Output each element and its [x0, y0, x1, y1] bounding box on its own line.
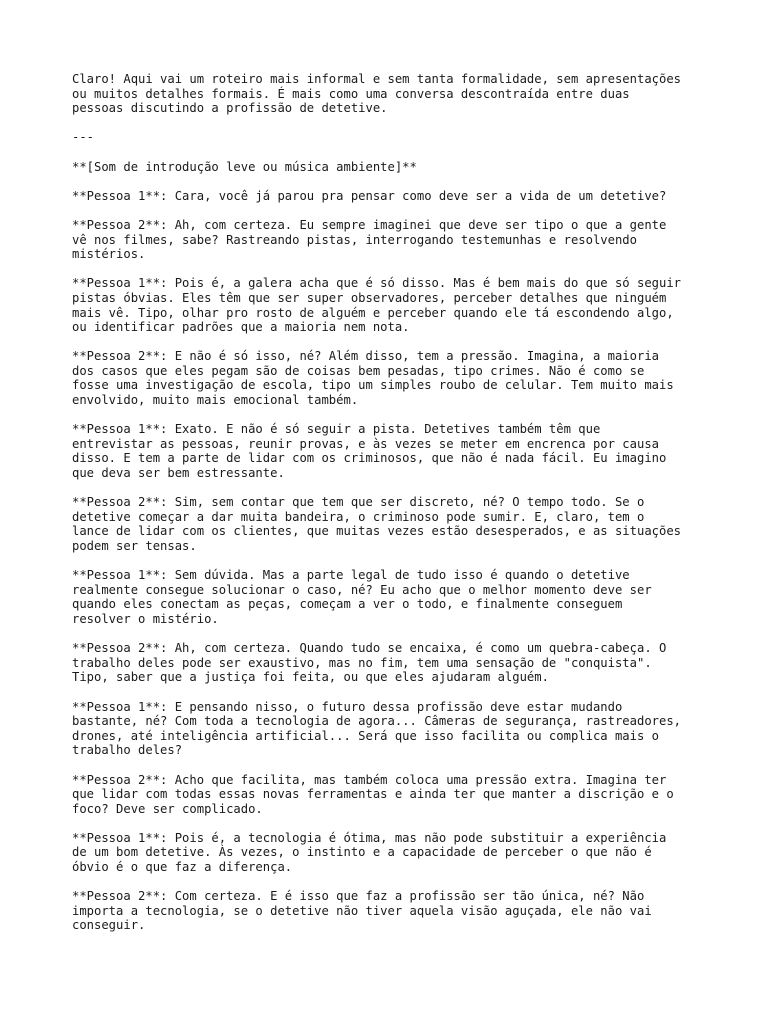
dialogue-paragraph: **Pessoa 2**: Ah, com certeza. Eu sempre imaginei que deve ser tipo o que a gente vê nos filmes, sabe? Rastreando pistas, interrogando testemunhas e resolvendo mistérios.: [72, 217, 667, 262]
intro-paragraph: Claro! Aqui vai um roteiro mais informal e sem tanta formalidade, sem apresentações ou muitos detalhes formais. É mais como uma conversa descontraída entre duas pessoas discutindo a profissão de detetive.: [72, 72, 682, 116]
document-page: [72, 72, 712, 948]
dialogue-paragraph: **Pessoa 1**: Sem dúvida. Mas a parte legal de tudo isso é quando o detetive realmente consegue solucionar o caso, né? Eu acho que o melhor momento deve ser quando eles conectam as peças, começam a ver o todo, e finalmente conseguem resolver o mistério.: [72, 568, 652, 626]
dialogue-paragraph: **Pessoa 1**: Exato. E não é só seguir a pista. Detetives também têm que entrevistar as pessoas, reunir provas, e às vezes se meter em encrenca por causa disso. E tem a parte de lidar com os criminosos, que não é nada fácil. Eu imagino que deva ser bem estressante.: [72, 422, 667, 481]
separator-line: ---: [72, 130, 95, 145]
dialogue-paragraph: **Pessoa 2**: Ah, com certeza. Quando tudo se encaixa, é como um quebra-cabeça. O trabalho deles pode ser exaustivo, mas no fim, tem uma sensação de "conquista". Tipo, saber que a justiça foi feita, ou que eles ajudaram alguém.: [72, 641, 667, 685]
dialogue-paragraph: **Pessoa 2**: E não é só isso, né? Além disso, tem a pressão. Imagina, a maioria dos casos que eles pegam são de coisas bem pesadas, tipo crimes. Não é como se fosse uma investigação de escola, tipo um simples roubo de celular. Tem muito mais envolvido, muito mais emocional também.: [72, 349, 674, 408]
dialogue-paragraph: **Pessoa 1**: E pensando nisso, o futuro dessa profissão deve estar mudando bastante, né? Com toda a tecnologia de agora... Câmeras de segurança, rastreadores, drones, até inteligência artificial... Será que isso facilita ou complica mais o trabalho deles?: [72, 699, 682, 758]
dialogue-paragraph: **Pessoa 1**: Pois é, a galera acha que é só disso. Mas é bem mais do que só seguir pistas óbvias. Eles têm que ser super observadores, perceber detalhes que ninguém mais vê. Tipo, olhar pro rosto de alguém e perceber quando ele tá escondendo algo, ou identificar padrões que a maioria nem nota.: [72, 276, 682, 335]
dialogue-paragraph: **Pessoa 2**: Com certeza. E é isso que faz a profissão ser tão única, né? Não importa a tecnologia, se o detetive não tiver aquela visão aguçada, ele não vai conseguir.: [72, 889, 652, 933]
dialogue-paragraph: **Pessoa 2**: Sim, sem contar que tem que ser discreto, né? O tempo todo. Se o detetive começar a dar muita bandeira, o criminoso pode sumir. E, claro, tem o lance de lidar com os clientes, que muitas vezes estão desesperados, e as situações podem ser tensas.: [72, 495, 682, 553]
stage-direction: **[Som de introdução leve ou música ambiente]**: [72, 159, 417, 174]
dialogue-paragraph: **Pessoa 1**: Cara, você já parou pra pensar como deve ser a vida de um detetive?: [72, 188, 667, 203]
dialogue-paragraph: **Pessoa 1**: Pois é, a tecnologia é ótima, mas não pode substituir a experiência de um bom detetive. Às vezes, o instinto e a capacidade de perceber o que não é óbvio é o que faz a diferença.: [72, 830, 667, 875]
dialogue-paragraph: **Pessoa 2**: Acho que facilita, mas também coloca uma pressão extra. Imagina ter que lidar com todas essas novas ferramentas e ainda ter que manter a discrição e o foco? Deve ser complicado.: [72, 772, 674, 816]
